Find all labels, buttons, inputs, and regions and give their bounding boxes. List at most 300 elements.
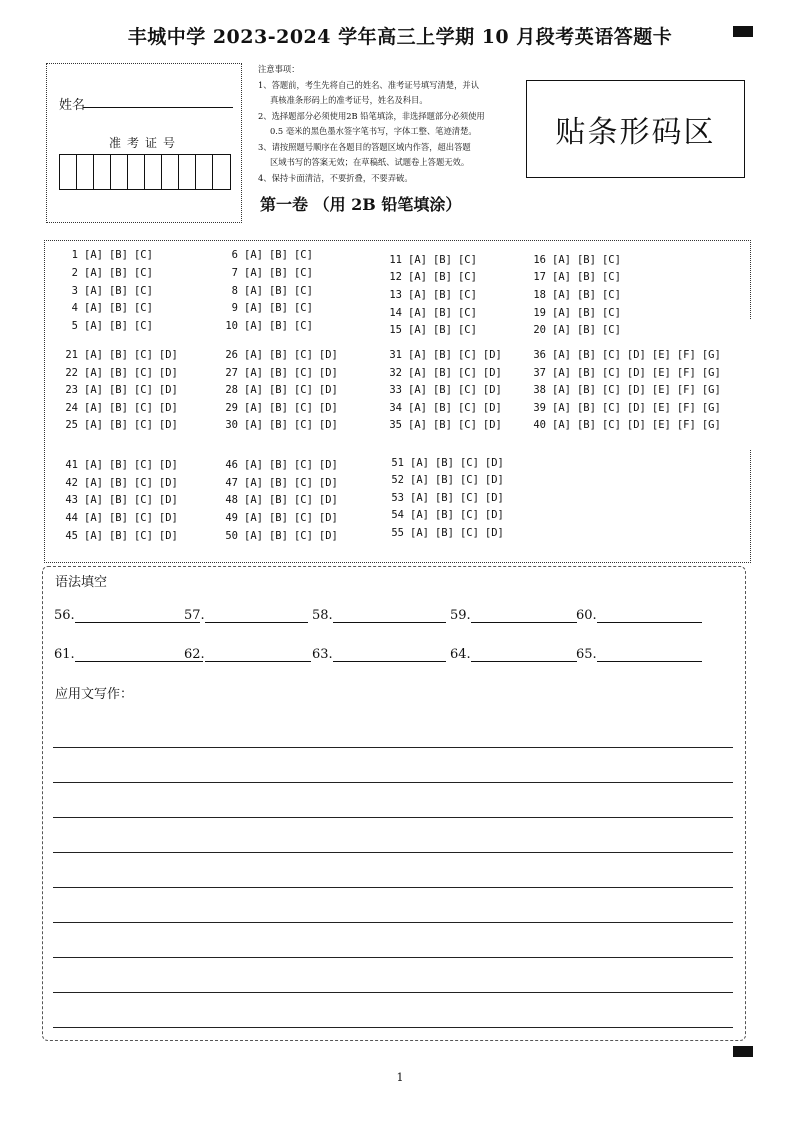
question-number: 16 (533, 254, 546, 266)
instruction-line: 1、答题前，考生先将自己的姓名、准考证号填写清楚，并认 (258, 79, 479, 90)
option-bubble[interactable]: [A] (84, 512, 103, 524)
option-bubble[interactable]: [F] (676, 349, 696, 361)
option-bubble[interactable]: [D] (318, 459, 338, 471)
grammar-blank[interactable] (450, 647, 577, 662)
question-row (214, 402, 344, 414)
answer-line[interactable] (205, 608, 308, 623)
option-bubble[interactable]: [F] (676, 402, 696, 414)
question-row (522, 324, 627, 336)
writing-line[interactable] (53, 992, 733, 993)
answer-line[interactable] (597, 608, 702, 623)
option-bubble[interactable]: [C] (133, 320, 153, 332)
option-bubble[interactable]: [C] (293, 459, 313, 471)
option-bubble[interactable]: [A] (84, 302, 103, 314)
option-bubble[interactable]: [E] (651, 419, 671, 431)
option-bubble[interactable]: [C] (601, 289, 621, 301)
option-bubble[interactable]: [C] (133, 402, 153, 414)
option-bubble[interactable]: [A] (552, 289, 571, 301)
option-bubble[interactable]: [D] (484, 457, 504, 469)
question-row (378, 384, 508, 396)
option-bubble[interactable]: [C] (457, 289, 477, 301)
question-number: 32 (389, 367, 402, 379)
option-bubble[interactable]: [D] (318, 512, 338, 524)
option-bubble[interactable]: [B] (268, 402, 288, 414)
option-bubble[interactable]: [A] (552, 367, 571, 379)
option-bubble[interactable]: [A] (408, 402, 427, 414)
option-bubble[interactable]: [C] (601, 324, 621, 336)
option-bubble[interactable]: [A] (244, 349, 263, 361)
option-bubble[interactable]: [B] (108, 302, 128, 314)
option-bubble[interactable]: [A] (244, 477, 263, 489)
blank-number: 60. (576, 608, 597, 623)
question-number: 7 (231, 267, 238, 279)
option-bubble[interactable]: [B] (108, 285, 128, 297)
option-bubble[interactable]: [G] (701, 419, 721, 431)
option-bubble[interactable]: [C] (293, 349, 313, 361)
option-bubble[interactable]: [B] (108, 349, 128, 361)
question-number: 33 (389, 384, 402, 396)
option-bubble[interactable]: [G] (701, 367, 721, 379)
option-bubble[interactable]: [C] (293, 477, 313, 489)
option-bubble[interactable]: [B] (268, 285, 288, 297)
question-row (214, 530, 344, 542)
option-bubble[interactable]: [B] (108, 459, 128, 471)
question-number: 40 (533, 419, 546, 431)
option-bubble[interactable]: [C] (457, 307, 477, 319)
writing-line[interactable] (53, 852, 733, 853)
option-bubble[interactable]: [E] (651, 402, 671, 414)
option-bubble[interactable]: [B] (108, 249, 128, 261)
option-bubble[interactable]: [D] (484, 527, 504, 539)
option-bubble[interactable]: [B] (576, 402, 596, 414)
question-number: 49 (225, 512, 238, 524)
question-row (522, 254, 627, 266)
option-bubble[interactable]: [C] (457, 367, 477, 379)
option-bubble[interactable]: [C] (293, 512, 313, 524)
option-bubble[interactable]: [B] (108, 494, 128, 506)
option-bubble[interactable]: [A] (244, 302, 263, 314)
question-number: 21 (65, 349, 78, 361)
grammar-blank[interactable] (450, 608, 577, 623)
option-bubble[interactable]: [B] (576, 384, 596, 396)
writing-line[interactable] (53, 747, 733, 748)
option-bubble[interactable]: [B] (432, 307, 452, 319)
option-bubble[interactable]: [B] (108, 320, 128, 332)
option-bubble[interactable]: [B] (434, 492, 454, 504)
option-bubble[interactable]: [C] (133, 302, 153, 314)
option-bubble[interactable]: [A] (552, 349, 571, 361)
option-bubble[interactable]: [A] (408, 271, 427, 283)
name-field[interactable] (83, 107, 233, 108)
option-bubble[interactable]: [C] (457, 402, 477, 414)
option-bubble[interactable]: [C] (459, 527, 479, 539)
option-bubble[interactable]: [D] (626, 402, 646, 414)
option-bubble[interactable]: [B] (434, 509, 454, 521)
writing-line[interactable] (53, 957, 733, 958)
option-bubble[interactable]: [B] (432, 367, 452, 379)
option-bubble[interactable]: [D] (318, 349, 338, 361)
option-bubble[interactable]: [B] (108, 384, 128, 396)
option-bubble[interactable]: [F] (676, 384, 696, 396)
option-bubble[interactable]: [B] (576, 271, 596, 283)
option-bubble[interactable]: [D] (318, 384, 338, 396)
option-bubble[interactable]: [D] (626, 384, 646, 396)
option-bubble[interactable]: [A] (84, 459, 103, 471)
option-bubble[interactable]: [C] (457, 419, 477, 431)
question-number: 18 (533, 289, 546, 301)
option-bubble[interactable]: [A] (84, 367, 103, 379)
answer-line[interactable] (471, 647, 577, 662)
writing-line[interactable] (53, 782, 733, 783)
option-bubble[interactable]: [A] (84, 530, 103, 542)
option-bubble[interactable]: [A] (408, 307, 427, 319)
option-bubble[interactable]: [A] (552, 271, 571, 283)
answer-line[interactable] (597, 647, 702, 662)
option-bubble[interactable]: [D] (482, 419, 502, 431)
option-bubble[interactable]: [B] (576, 324, 596, 336)
option-bubble[interactable]: [B] (108, 477, 128, 489)
option-bubble[interactable]: [C] (459, 509, 479, 521)
question-row (214, 367, 344, 379)
question-row (522, 349, 727, 361)
question-number: 41 (65, 459, 78, 471)
option-bubble[interactable]: [A] (244, 530, 263, 542)
option-bubble[interactable]: [A] (244, 367, 263, 379)
option-bubble[interactable]: [A] (552, 324, 571, 336)
question-number: 23 (65, 384, 78, 396)
option-bubble[interactable]: [C] (457, 271, 477, 283)
option-bubble[interactable]: [C] (293, 494, 313, 506)
answer-line[interactable] (205, 647, 311, 662)
option-bubble[interactable]: [B] (108, 512, 128, 524)
option-bubble[interactable]: [A] (408, 254, 427, 266)
option-bubble[interactable]: [A] (408, 349, 427, 361)
grammar-blank[interactable] (312, 647, 446, 662)
option-bubble[interactable]: [B] (268, 459, 288, 471)
question-number: 48 (225, 494, 238, 506)
option-bubble[interactable]: [B] (108, 402, 128, 414)
option-bubble[interactable]: [A] (244, 249, 263, 261)
option-bubble[interactable]: [B] (576, 289, 596, 301)
option-bubble[interactable]: [B] (432, 402, 452, 414)
option-bubble[interactable]: [C] (601, 349, 621, 361)
option-bubble[interactable]: [C] (601, 367, 621, 379)
option-bubble[interactable]: [A] (244, 402, 263, 414)
option-bubble[interactable]: [B] (268, 530, 288, 542)
box-edge-cover (745, 320, 755, 450)
option-bubble[interactable]: [B] (268, 494, 288, 506)
question-number: 19 (533, 307, 546, 319)
option-bubble[interactable]: [D] (318, 530, 338, 542)
option-bubble[interactable]: [D] (158, 530, 178, 542)
question-number: 4 (71, 302, 78, 314)
option-bubble[interactable]: [A] (84, 320, 103, 332)
option-bubble[interactable]: [A] (84, 285, 103, 297)
option-bubble[interactable]: [B] (576, 254, 596, 266)
answer-line[interactable] (333, 647, 446, 662)
option-bubble[interactable]: [A] (84, 494, 103, 506)
option-bubble[interactable]: [B] (268, 320, 288, 332)
option-bubble[interactable]: [B] (432, 324, 452, 336)
grammar-blank[interactable] (54, 647, 203, 662)
option-bubble[interactable]: [A] (552, 419, 571, 431)
option-bubble[interactable]: [D] (158, 419, 178, 431)
option-bubble[interactable]: [A] (552, 402, 571, 414)
option-bubble[interactable]: [D] (318, 367, 338, 379)
option-bubble[interactable]: [D] (318, 494, 338, 506)
question-row (214, 267, 319, 279)
question-number: 2 (71, 267, 78, 279)
option-bubble[interactable]: [B] (108, 267, 128, 279)
instructions (258, 62, 518, 186)
answer-line[interactable] (471, 608, 577, 623)
option-bubble[interactable]: [C] (459, 474, 479, 486)
option-bubble[interactable]: [A] (84, 267, 103, 279)
question-row (380, 509, 510, 521)
option-bubble[interactable]: [D] (158, 512, 178, 524)
option-bubble[interactable]: [A] (552, 307, 571, 319)
option-bubble[interactable]: [B] (432, 271, 452, 283)
option-bubble[interactable]: [A] (84, 419, 103, 431)
grammar-blank[interactable] (54, 608, 200, 623)
option-bubble[interactable]: [C] (293, 320, 313, 332)
option-bubble[interactable]: [D] (482, 384, 502, 396)
question-row (378, 254, 483, 266)
option-bubble[interactable]: [E] (651, 349, 671, 361)
option-bubble[interactable]: [C] (133, 419, 153, 431)
option-bubble[interactable]: [C] (459, 457, 479, 469)
option-bubble[interactable]: [C] (459, 492, 479, 504)
option-bubble[interactable]: [A] (410, 492, 429, 504)
question-row (378, 402, 508, 414)
option-bubble[interactable]: [A] (84, 477, 103, 489)
option-bubble[interactable]: [A] (552, 384, 571, 396)
option-bubble[interactable]: [A] (244, 512, 263, 524)
option-bubble[interactable]: [B] (268, 249, 288, 261)
question-number: 8 (231, 285, 238, 297)
option-bubble[interactable]: [A] (408, 367, 427, 379)
option-bubble[interactable]: [C] (133, 459, 153, 471)
option-bubble[interactable]: [B] (434, 527, 454, 539)
option-bubble[interactable]: [C] (133, 477, 153, 489)
question-row (214, 320, 319, 332)
option-bubble[interactable]: [C] (133, 367, 153, 379)
option-bubble[interactable]: [D] (626, 349, 646, 361)
option-bubble[interactable]: [D] (484, 509, 504, 521)
option-bubble[interactable]: [B] (108, 367, 128, 379)
option-bubble[interactable]: [C] (601, 307, 621, 319)
option-bubble[interactable]: [C] (133, 349, 153, 361)
option-bubble[interactable]: [C] (133, 530, 153, 542)
option-bubble[interactable]: [E] (651, 367, 671, 379)
writing-line[interactable] (53, 887, 733, 888)
question-row (380, 492, 510, 504)
option-bubble[interactable]: [B] (432, 384, 452, 396)
option-bubble[interactable]: [A] (84, 249, 103, 261)
option-bubble[interactable]: [C] (293, 384, 313, 396)
question-number: 11 (389, 254, 402, 266)
option-bubble[interactable]: [B] (576, 307, 596, 319)
option-bubble[interactable]: [B] (432, 419, 452, 431)
option-bubble[interactable]: [C] (457, 349, 477, 361)
option-bubble[interactable]: [D] (158, 402, 178, 414)
option-bubble[interactable]: [D] (318, 402, 338, 414)
option-bubble[interactable]: [G] (701, 384, 721, 396)
grammar-blank[interactable] (184, 608, 308, 623)
option-bubble[interactable]: [D] (482, 402, 502, 414)
option-bubble[interactable]: [D] (482, 367, 502, 379)
option-bubble[interactable]: [B] (268, 384, 288, 396)
option-bubble[interactable]: [E] (651, 384, 671, 396)
option-bubble[interactable]: [D] (626, 419, 646, 431)
option-bubble[interactable]: [A] (410, 509, 429, 521)
option-bubble[interactable]: [D] (158, 494, 178, 506)
grammar-blank[interactable] (184, 647, 311, 662)
writing-line[interactable] (53, 1027, 733, 1028)
question-row (54, 285, 159, 297)
option-bubble[interactable]: [D] (482, 349, 502, 361)
option-bubble[interactable]: [C] (601, 271, 621, 283)
option-bubble[interactable]: [G] (701, 402, 721, 414)
option-bubble[interactable]: [D] (158, 459, 178, 471)
grammar-blank[interactable] (312, 608, 446, 623)
page-title: 丰城中学 2023-2024 学年高三上学期 10 月段考英语答题卡 (127, 26, 673, 48)
option-bubble[interactable]: [A] (244, 285, 263, 297)
option-bubble[interactable]: [C] (293, 285, 313, 297)
option-bubble[interactable]: [B] (268, 302, 288, 314)
option-bubble[interactable]: [A] (244, 494, 263, 506)
option-bubble[interactable]: [B] (268, 349, 288, 361)
question-row (214, 249, 319, 261)
option-bubble[interactable]: [C] (457, 384, 477, 396)
option-bubble[interactable]: [B] (108, 530, 128, 542)
option-bubble[interactable]: [D] (158, 367, 178, 379)
option-bubble[interactable]: [B] (434, 474, 454, 486)
option-bubble[interactable]: [C] (293, 267, 313, 279)
option-bubble[interactable]: [A] (408, 384, 427, 396)
option-bubble[interactable]: [B] (576, 367, 596, 379)
option-bubble[interactable]: [A] (84, 384, 103, 396)
option-bubble[interactable]: [B] (108, 419, 128, 431)
option-bubble[interactable]: [D] (484, 492, 504, 504)
option-bubble[interactable]: [C] (601, 419, 621, 431)
option-bubble[interactable]: [B] (432, 289, 452, 301)
option-bubble[interactable]: [B] (432, 254, 452, 266)
option-bubble[interactable]: [B] (268, 512, 288, 524)
answer-line[interactable] (75, 608, 200, 623)
option-bubble[interactable]: [C] (133, 267, 153, 279)
option-bubble[interactable]: [C] (457, 254, 477, 266)
question-row (522, 384, 727, 396)
option-bubble[interactable]: [C] (293, 402, 313, 414)
option-bubble[interactable]: [G] (701, 349, 721, 361)
option-bubble[interactable]: [C] (293, 302, 313, 314)
option-bubble[interactable]: [A] (408, 324, 427, 336)
grammar-blank[interactable] (576, 647, 702, 662)
question-number: 30 (225, 419, 238, 431)
question-number: 51 (391, 457, 404, 469)
option-bubble[interactable]: [C] (457, 324, 477, 336)
question-row (214, 494, 344, 506)
option-bubble[interactable]: [A] (410, 527, 429, 539)
option-bubble[interactable]: [A] (84, 402, 103, 414)
question-number: 1 (71, 249, 78, 261)
option-bubble[interactable]: [F] (676, 367, 696, 379)
option-bubble[interactable]: [D] (158, 477, 178, 489)
answer-line[interactable] (333, 608, 446, 623)
grammar-blank[interactable] (576, 608, 702, 623)
option-bubble[interactable]: [C] (601, 402, 621, 414)
option-bubble[interactable]: [B] (268, 477, 288, 489)
question-row (54, 267, 159, 279)
writing-line[interactable] (53, 922, 733, 923)
option-bubble[interactable]: [C] (293, 530, 313, 542)
option-bubble[interactable]: [A] (408, 289, 427, 301)
option-bubble[interactable]: [B] (576, 349, 596, 361)
option-bubble[interactable]: [D] (158, 384, 178, 396)
option-bubble[interactable]: [A] (410, 457, 429, 469)
instruction-line: 3、请按照题号顺序在各题目的答题区域内作答，超出答题 (258, 141, 471, 152)
option-bubble[interactable]: [D] (318, 477, 338, 489)
question-row (54, 530, 184, 542)
option-bubble[interactable]: [A] (552, 254, 571, 266)
question-number: 14 (389, 307, 402, 319)
option-bubble[interactable]: [C] (133, 384, 153, 396)
option-bubble[interactable]: [A] (408, 419, 427, 431)
option-bubble[interactable]: [C] (293, 419, 313, 431)
question-row (378, 324, 483, 336)
question-number: 6 (231, 249, 238, 261)
option-bubble[interactable]: [B] (268, 367, 288, 379)
option-bubble[interactable]: [C] (133, 249, 153, 261)
option-bubble[interactable]: [D] (626, 367, 646, 379)
writing-line[interactable] (53, 817, 733, 818)
question-number: 37 (533, 367, 546, 379)
option-bubble[interactable]: [D] (158, 349, 178, 361)
option-bubble[interactable]: [A] (244, 267, 263, 279)
option-bubble[interactable]: [F] (676, 419, 696, 431)
option-bubble[interactable]: [A] (244, 419, 263, 431)
option-bubble[interactable]: [C] (601, 254, 621, 266)
option-bubble[interactable]: [C] (601, 384, 621, 396)
option-bubble[interactable]: [A] (410, 474, 429, 486)
option-bubble[interactable]: [C] (133, 512, 153, 524)
option-bubble[interactable]: [B] (268, 267, 288, 279)
option-bubble[interactable]: [A] (244, 320, 263, 332)
option-bubble[interactable]: [A] (244, 459, 263, 471)
question-row (54, 512, 184, 524)
question-row (522, 307, 627, 319)
option-bubble[interactable]: [D] (318, 419, 338, 431)
instruction-line: 4、保持卡面清洁，不要折叠，不要弄破。 (258, 172, 413, 183)
option-bubble[interactable]: [B] (434, 457, 454, 469)
question-row (378, 367, 508, 379)
option-bubble[interactable]: [C] (293, 249, 313, 261)
option-bubble[interactable]: [C] (133, 494, 153, 506)
option-bubble[interactable]: [B] (268, 419, 288, 431)
option-bubble[interactable]: [C] (293, 367, 313, 379)
question-number: 50 (225, 530, 238, 542)
option-bubble[interactable]: [D] (484, 474, 504, 486)
alignment-mark-top (733, 26, 753, 37)
page-number: 1 (396, 1071, 404, 1084)
option-bubble[interactable]: [C] (133, 285, 153, 297)
option-bubble[interactable]: [A] (244, 384, 263, 396)
option-bubble[interactable]: [B] (576, 419, 596, 431)
option-bubble[interactable]: [B] (432, 349, 452, 361)
option-bubble[interactable]: [A] (84, 349, 103, 361)
exam-number-grid[interactable] (59, 154, 231, 190)
